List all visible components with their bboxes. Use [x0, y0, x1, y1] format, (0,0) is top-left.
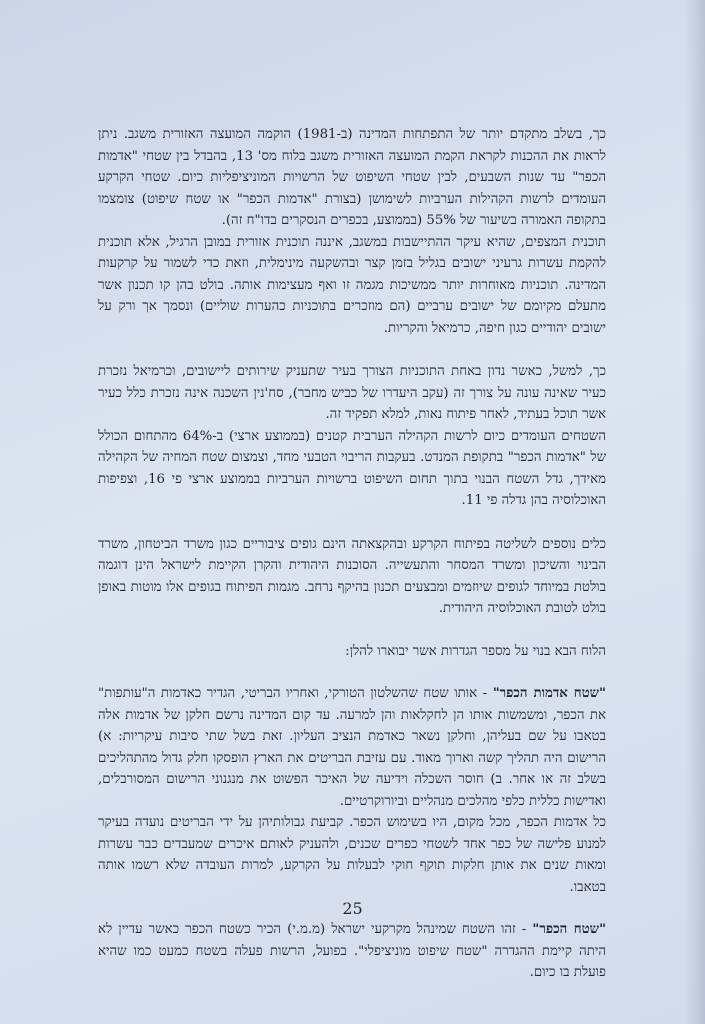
paragraph-table-intro: הלוח הבא בנוי על מספר הגדרות אשר יבוארו להלן: — [345, 643, 606, 659]
paragraph-gap — [98, 662, 606, 683]
paragraph-gap — [98, 339, 606, 361]
term-village-area: "שטח הכפר" — [532, 922, 606, 937]
page-edge-shadow — [685, 0, 705, 1024]
definition-text: - זהו השטח שמינהל מקרקעי ישראל (מ.מ.י) הכיר כשטח הכפר כאשר עדיין לא היתה קיימת ההגדרה "שטח שיפוט מוניציפלי". בפועל, הרשות פעלה בשטח כמעט כמו שהיא פועלת בו כיום. — [98, 922, 606, 980]
paragraph-mitzpim-plan: תוכנית המצפים, שהיא עיקר ההתיישבות במשגב, איננה תוכנית אזורית במובן הרגיל, אלא תוכנית להקמת עשרות גרעיני ישובים בגליל בזמן קצר ובהשקעה מינימלית, וזאת כדי לשמור על קרקעות המדינה. תוכניות מאוחרות יותר ממשיכות מגמה זו ואף מעצימות אותה. בולט בהן קו תכנון אשר מתעלם מקיומם של ישובים ערביים (הם מוזכרים בתוכניות כהערות שוליים) ונסמך אך ורק על ישובים יהודיים כגון חיפה, כרמיאל והקריות. — [98, 234, 606, 336]
paragraph-mishgav-council: כך, בשלב מתקדם יותר של התפתחות המדינה (ב-1981) הוקמה המועצה האזורית משגב. ניתן לראות את ההכנות לקראת הקמת המועצה האזורית משגב בלוח מס' 13, בהבדל בין שטחי "אדמות הכפר" עד שנות השבעים, לבין שטחי השיפוט של הרשויות המוניציפליות כיום. שטחי הקרקע העומדים לרשות הקהילות הערביות לשימושן (בצורת "אדמות הכפר" או שטח שיפוט) צומצמו בתקופה האמורה בשיעור של 55% (בממוצע, בכפרים הנסקרים בדו"ח זה). — [98, 127, 606, 228]
paragraph-public-bodies: כלים נוספים לשליטה בפיתוח הקרקע ובהקצאתה הינם גופים ציבוריים כגון משרד הביטחון, משרד הבינוי והשיכון ומשרד המסחר והתעשייה. הסוכנות היהודית והקרן הקיימת לישראל הינן דוגמה בולטת במיוחד לגופים שיוזמים ומבצעים תכנון בהיקף נרחב. מגמות הפיתוח בגופים אלו מוטות באופן בולט לטובת האוכלוסיה היהודית. — [98, 536, 606, 616]
paragraph-land-reduction: השטחים העומדים כיום לרשות הקהילה הערבית קטנים (בממוצע ארצי) ב-64% מהתחום הכולל של "אדמות הכפר" בתקופת המנדט. בעקבות הריבוי הטבעי מחד, וצמצום שטח המחיה של הקהילה מאידך, גדל השטח הבנוי בתוך תחום השיפוט ברשויות הערביות בממוצע ארצי פי 16, וצפיפות האוכלוסיה בהן גדלה פי 11. — [98, 428, 606, 508]
paragraph-karmiel-example: כך, למשל, כאשר נדון באחת התוכניות הצורך בעיר שתעניק שירותים ליישובים, וכרמיאל נזכרת כעיר שאינה עונה על צורך זה (עקב היעדרו של כביש מחבר), סח'נין השכנה אינה נזכרת כלל כעיר אשר תוכל בעתיד, לאחר פיתוח נאות, למלא תפקיד זה. — [98, 364, 606, 422]
page-number: 25 — [342, 899, 363, 918]
page-body — [98, 124, 606, 984]
paragraph-gap — [98, 620, 606, 641]
definition-text: - אותו שטח שהשלטון הטורקי, ואחריו הבריטי, הגדיר כאדמות ה"עותפות" את הכפר, ומשמשות אותו הן לחקלאות והן למרעה. עד קום המדינה נרשם חלקן של אדמות אלה בטאבו על שם בעליהן, וחלקן נשאר כאדמת הנציב העליון. זאת בשל שתי סיבות עיקריות: א) הרישום היה תהליך קשה וארוך מאוד. עם עזיבת הבריטים את הארץ הופסקו חלק גדול מהתהליכים בשלב זה או אחר. ב) חוסר השכלה וידיעה של האיכר הפשוט את מנגנוני הרישום המסורבלים, ואדישות כללית כלפי מהלכים מנהליים וביורוקרטיים. — [98, 686, 606, 809]
term-village-lands: "שטח אדמות הכפר" — [492, 686, 606, 701]
paragraph-definition-village-area — [98, 919, 606, 984]
paragraph-definition-village-lands — [98, 683, 606, 812]
paragraph-gap — [98, 512, 606, 534]
paragraph-village-lands-usage: כל אדמות הכפר, מכל מקום, היו בשימוש הכפר. קביעת גבולותיהן על ידי הבריטים נועדה בעיקר למנוע פלישה של כפר אחד לשטחי כפרים שכנים, ולהעניק לאותם איכרים שמעבדים כבר עשרות ומאות שנים את אותן חלקות תוקף חוקי לבעלות על הקרקע, למרות העובדה שלא רשמו אותה בטאבו. — [98, 815, 606, 895]
